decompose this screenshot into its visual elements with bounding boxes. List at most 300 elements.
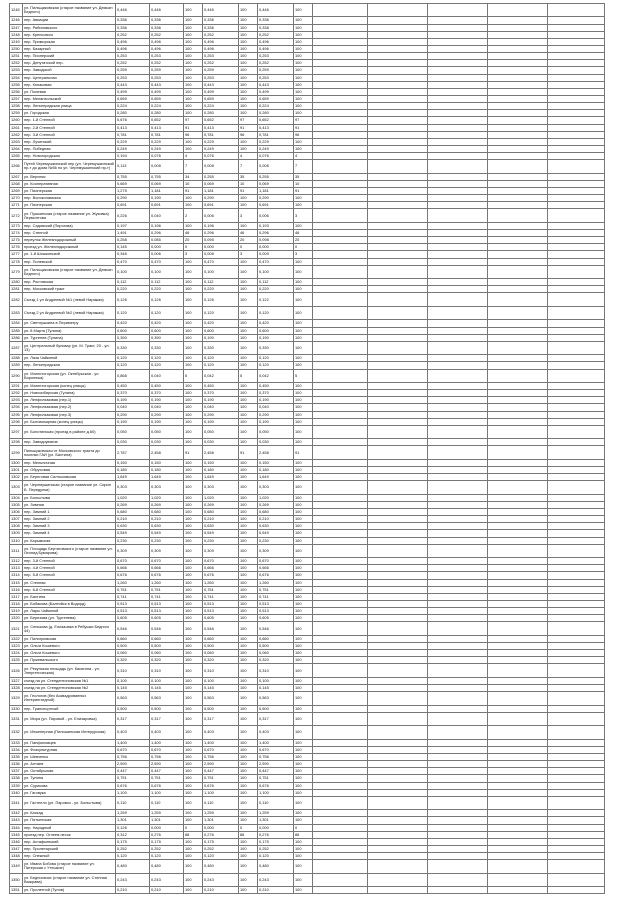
value-cell: 7 [184, 160, 203, 173]
row-number-cell: 1273 [10, 222, 23, 229]
value-cell: 0,513 [116, 608, 150, 615]
value-cell: 100 [294, 411, 313, 418]
value-cell: 0,499 [203, 88, 239, 95]
value-cell [368, 530, 428, 537]
value-cell: 100 [239, 509, 258, 516]
row-number-cell: 1245 [10, 4, 23, 17]
value-cell: 0,224 [116, 103, 150, 110]
value-cell: 0,741 [258, 593, 294, 600]
value-cell: 100 [294, 425, 313, 438]
street-name-cell: ул. 8 Марта (Тулина) [23, 327, 116, 334]
value-cell [313, 860, 368, 873]
table-row [10, 705, 605, 712]
value-cell [488, 265, 548, 278]
value-cell: 0,480 [203, 860, 239, 873]
value-cell [488, 404, 548, 411]
value-cell: 0,470 [150, 258, 184, 265]
value-cell: 100 [239, 537, 258, 544]
value-cell: 100 [239, 397, 258, 404]
table-row [10, 160, 605, 173]
table-row [10, 265, 605, 278]
value-cell: 0,196 [150, 222, 184, 229]
row-number-cell: 1334 [10, 746, 23, 753]
value-cell [548, 38, 605, 45]
value-cell: 0,755 [150, 173, 184, 180]
value-cell: 0,120 [203, 306, 239, 319]
value-cell [428, 838, 488, 845]
value-cell [548, 244, 605, 251]
value-cell: 88 [239, 831, 258, 838]
value-cell: 0,040 [203, 404, 239, 411]
value-cell [548, 726, 605, 739]
value-cell: 100 [184, 782, 203, 789]
table-row [10, 320, 605, 327]
value-cell: 46 [294, 230, 313, 237]
value-cell: 100 [184, 775, 203, 782]
street-name-cell: Путей Черемушкинский пер (ул. Черемушкинский пр-т до дома №56 по ул. Черемушкинский пр-т) [23, 160, 116, 173]
value-cell: 100 [184, 494, 203, 501]
value-cell: 100 [184, 558, 203, 565]
row-number-cell: 1327 [10, 677, 23, 684]
value-cell: 100 [239, 635, 258, 642]
value-cell [313, 853, 368, 860]
value-cell: 0,224 [258, 103, 294, 110]
value-cell: 100 [294, 739, 313, 746]
value-cell: 100 [294, 418, 313, 425]
row-number-cell: 1342 [10, 810, 23, 817]
value-cell [368, 258, 428, 265]
value-cell: 0,253 [203, 53, 239, 60]
value-cell [313, 117, 368, 124]
value-cell [313, 516, 368, 523]
value-cell: 0,413 [258, 124, 294, 131]
value-cell [368, 635, 428, 642]
value-cell: 0,309 [116, 544, 150, 557]
value-cell [428, 180, 488, 187]
table-row [10, 579, 605, 586]
value-cell: 0,255 [258, 173, 294, 180]
street-name-cell: ул. Полевая [23, 88, 116, 95]
value-cell [313, 382, 368, 389]
table-row [10, 103, 605, 110]
value-cell: 10 [239, 180, 258, 187]
value-cell: 0,680 [203, 509, 239, 516]
value-cell: 88 [184, 831, 203, 838]
value-cell [428, 685, 488, 692]
street-name-cell: ул. Пятьенская [23, 817, 116, 824]
value-cell: 100 [184, 838, 203, 845]
value-cell: 0,229 [150, 138, 184, 145]
value-cell: 91 [239, 124, 258, 131]
value-cell: 0,660 [150, 635, 184, 642]
value-cell: 0,249 [116, 145, 150, 152]
value-cell: 100 [239, 286, 258, 293]
value-cell [548, 608, 605, 615]
street-name-cell: съезд на ул. Стендентоновская №2 [23, 685, 116, 692]
value-cell: 100 [294, 17, 313, 24]
value-cell: 100 [239, 265, 258, 278]
table-body [10, 4, 605, 894]
value-cell [313, 615, 368, 622]
value-cell [313, 530, 368, 537]
value-cell [368, 796, 428, 809]
value-cell: 0,150 [203, 459, 239, 466]
value-cell: 0,253 [203, 74, 239, 81]
street-name-cell: ул. Сенькова (д. Елизаовка в Ребушки Бедного 44) [23, 622, 116, 635]
value-cell: 0,310 [258, 664, 294, 677]
value-cell [428, 615, 488, 622]
value-cell [428, 46, 488, 53]
value-cell: 0,670 [203, 558, 239, 565]
value-cell [428, 677, 488, 684]
value-cell: 100 [184, 265, 203, 278]
value-cell: 0,446 [258, 4, 294, 17]
value-cell: 0,496 [258, 38, 294, 45]
value-cell: 100 [184, 96, 203, 103]
row-number-cell: 1255 [10, 81, 23, 88]
street-name-cell: пер. 1-й Степной [23, 117, 116, 124]
value-cell: 0,756 [203, 753, 239, 760]
street-name-cell: ул. Степная [23, 579, 116, 586]
value-cell: 100 [184, 845, 203, 852]
value-cell [368, 824, 428, 831]
value-cell: 0,252 [116, 31, 150, 38]
value-cell [428, 404, 488, 411]
value-cell [313, 293, 368, 306]
street-name-cell: пер. Транспортный [23, 705, 116, 712]
row-number-cell: 1248 [10, 31, 23, 38]
value-cell [313, 4, 368, 17]
table-row [10, 81, 605, 88]
street-name-cell: ул. Ивана Бобова (старое название ул. Питерская с Утешкое) [23, 860, 116, 873]
table-row [10, 286, 605, 293]
value-cell [428, 459, 488, 466]
value-cell: 100 [294, 622, 313, 635]
value-cell: 100 [294, 88, 313, 95]
value-cell: 0,666 [258, 565, 294, 572]
value-cell [488, 418, 548, 425]
value-cell: 4 [239, 153, 258, 160]
value-cell [428, 439, 488, 446]
value-cell: 100 [294, 657, 313, 664]
row-number-cell: 1315 [10, 579, 23, 586]
value-cell [488, 202, 548, 209]
value-cell [488, 153, 548, 160]
value-cell [488, 195, 548, 202]
value-cell [428, 579, 488, 586]
value-cell: 0,450 [150, 382, 184, 389]
value-cell: 0,190 [258, 334, 294, 341]
value-cell: 0,252 [150, 31, 184, 38]
value-cell [488, 796, 548, 809]
value-cell: 0,563 [116, 692, 150, 705]
value-cell: 0,420 [150, 320, 184, 327]
value-cell: 100 [294, 509, 313, 516]
value-cell: 0,781 [116, 131, 150, 138]
value-cell [313, 96, 368, 103]
value-cell [368, 739, 428, 746]
value-cell: 100 [184, 887, 203, 894]
value-cell [548, 650, 605, 657]
value-cell: 0,253 [116, 74, 150, 81]
value-cell: 1,181 [258, 188, 294, 195]
value-cell: 100 [184, 279, 203, 286]
value-cell: 100 [184, 712, 203, 725]
street-name-cell: пер. Ленинградская [23, 362, 116, 369]
table-row [10, 397, 605, 404]
value-cell [548, 230, 605, 237]
value-cell: 0,652 [150, 117, 184, 124]
value-cell [313, 237, 368, 244]
row-number-cell: 1299 [10, 446, 23, 459]
value-cell [428, 244, 488, 251]
value-cell: 100 [239, 664, 258, 677]
value-cell: 0,336 [203, 17, 239, 24]
value-cell: 0,040 [258, 404, 294, 411]
value-cell [313, 831, 368, 838]
table-row [10, 355, 605, 362]
value-cell [488, 251, 548, 258]
value-cell [548, 635, 605, 642]
street-name-cell: ул. Бедносвоих (старое название ул. Степная Выжрава) [23, 873, 116, 886]
value-cell [548, 481, 605, 494]
value-cell: 100 [184, 537, 203, 544]
value-cell: 0,303 [116, 481, 150, 494]
value-cell: 100 [294, 817, 313, 824]
street-name-cell: ул. Ольги Кошевого [23, 650, 116, 657]
value-cell: 100 [184, 692, 203, 705]
value-cell: 0,120 [203, 362, 239, 369]
value-cell [548, 810, 605, 817]
value-cell [428, 746, 488, 753]
value-cell [428, 601, 488, 608]
value-cell [488, 494, 548, 501]
value-cell: 0,676 [150, 782, 184, 789]
value-cell: 20 [184, 237, 203, 244]
value-cell [368, 4, 428, 17]
value-cell [548, 593, 605, 600]
value-cell [428, 789, 488, 796]
value-cell: 100 [184, 677, 203, 684]
value-cell: 0,280 [116, 110, 150, 117]
value-cell: 100 [184, 60, 203, 67]
value-cell [428, 657, 488, 664]
value-cell: 100 [239, 873, 258, 886]
value-cell [368, 782, 428, 789]
street-name-cell: ул. Светлушкина в Периметру [23, 320, 116, 327]
value-cell: 0,600 [203, 327, 239, 334]
value-cell [548, 439, 605, 446]
row-number-cell: 1294 [10, 404, 23, 411]
value-cell: 0,403 [116, 726, 150, 739]
value-cell [488, 17, 548, 24]
value-cell: 100 [239, 586, 258, 593]
value-cell: 0,190 [203, 418, 239, 425]
value-cell: 100 [184, 586, 203, 593]
value-cell: 100 [239, 38, 258, 45]
value-cell: 1,491 [116, 230, 150, 237]
value-cell: 1,275 [116, 188, 150, 195]
value-cell: 100 [239, 775, 258, 782]
value-cell: 0,513 [116, 601, 150, 608]
value-cell: 1,260 [203, 579, 239, 586]
value-cell [548, 4, 605, 17]
value-cell: 100 [294, 53, 313, 60]
row-number-cell: 1286 [10, 334, 23, 341]
value-cell: 0,500 [116, 643, 150, 650]
value-cell: 100 [294, 138, 313, 145]
value-cell: 0,190 [203, 334, 239, 341]
value-cell: 0,751 [258, 775, 294, 782]
value-cell [428, 761, 488, 768]
value-cell [548, 31, 605, 38]
value-cell [428, 608, 488, 615]
value-cell [313, 761, 368, 768]
value-cell [488, 38, 548, 45]
value-cell: 100 [239, 222, 258, 229]
value-cell: 0,224 [203, 103, 239, 110]
value-cell: 100 [294, 202, 313, 209]
value-cell [488, 887, 548, 894]
value-cell [488, 530, 548, 537]
table-row [10, 824, 605, 831]
value-cell: 0 [294, 244, 313, 251]
street-name-cell: пер. Пролетарский [23, 845, 116, 852]
value-cell [368, 222, 428, 229]
value-cell: 0,220 [203, 286, 239, 293]
value-cell: 0,330 [203, 341, 239, 354]
value-cell: 0,755 [116, 173, 150, 180]
value-cell: 3 [294, 209, 313, 222]
value-cell: 100 [294, 474, 313, 481]
value-cell: 0,443 [258, 81, 294, 88]
value-cell: 100 [184, 46, 203, 53]
value-cell: 0,549 [203, 530, 239, 537]
value-cell [313, 411, 368, 418]
value-cell [428, 425, 488, 438]
value-cell: 100 [239, 544, 258, 557]
value-cell: 100 [294, 860, 313, 873]
value-cell: 0,193 [258, 222, 294, 229]
value-cell [548, 558, 605, 565]
value-cell: 0,513 [258, 608, 294, 615]
value-cell: 0,290 [258, 411, 294, 418]
street-name-cell: ул. Ольги Кошевого [23, 643, 116, 650]
value-cell: 100 [239, 593, 258, 600]
value-cell [313, 244, 368, 251]
value-cell [548, 96, 605, 103]
value-cell: 0,659 [150, 96, 184, 103]
value-cell [313, 544, 368, 557]
value-cell: 0,197 [116, 222, 150, 229]
table-row [10, 38, 605, 45]
value-cell: 100 [239, 334, 258, 341]
value-cell [313, 810, 368, 817]
value-cell: 0,008 [150, 160, 184, 173]
value-cell [368, 46, 428, 53]
value-cell [313, 31, 368, 38]
value-cell [548, 46, 605, 53]
value-cell [428, 96, 488, 103]
value-cell: 100 [184, 459, 203, 466]
value-cell: 0,030 [150, 439, 184, 446]
value-cell: 91 [184, 124, 203, 131]
value-cell: 0,259 [258, 67, 294, 74]
value-cell [313, 362, 368, 369]
value-cell [548, 237, 605, 244]
value-cell [313, 601, 368, 608]
value-cell: 0,120 [150, 306, 184, 319]
value-cell: 100 [294, 572, 313, 579]
street-name-cell: ул. Пильщиковская (старое название ул. Демьян Бедного) [23, 4, 116, 17]
value-cell: 100 [184, 768, 203, 775]
value-cell [428, 24, 488, 31]
value-cell: 100 [294, 558, 313, 565]
value-cell [313, 650, 368, 657]
value-cell: 5 [184, 369, 203, 382]
value-cell: 100 [294, 853, 313, 860]
row-number-cell: 1281 [10, 286, 23, 293]
value-cell [548, 516, 605, 523]
value-cell [488, 726, 548, 739]
value-cell: 100 [294, 692, 313, 705]
table-row [10, 110, 605, 117]
street-name-cell: пер. Ленинградская улица [23, 103, 116, 110]
value-cell: 7 [294, 160, 313, 173]
value-cell [428, 53, 488, 60]
value-cell [488, 131, 548, 138]
value-cell [368, 664, 428, 677]
value-cell: 1,400 [150, 739, 184, 746]
value-cell [548, 222, 605, 229]
value-cell [548, 657, 605, 664]
value-cell [368, 509, 428, 516]
value-cell [548, 188, 605, 195]
value-cell [548, 390, 605, 397]
value-cell: 0,605 [258, 615, 294, 622]
value-cell [488, 474, 548, 481]
value-cell: 0,229 [258, 138, 294, 145]
value-cell: 0,781 [150, 131, 184, 138]
table-row [10, 96, 605, 103]
value-cell: 0,122 [258, 293, 294, 306]
row-number-cell: 1305 [10, 501, 23, 508]
value-cell [313, 195, 368, 202]
value-cell: 100 [294, 753, 313, 760]
value-cell [488, 279, 548, 286]
value-cell [368, 362, 428, 369]
value-cell: 0,370 [116, 390, 150, 397]
value-cell [428, 860, 488, 873]
value-cell: 100 [294, 38, 313, 45]
value-cell: 100 [239, 88, 258, 95]
value-cell [368, 244, 428, 251]
value-cell: 96 [184, 131, 203, 138]
value-cell: 0,666 [150, 565, 184, 572]
value-cell: 91 [294, 446, 313, 459]
table-row [10, 501, 605, 508]
value-cell: 0,100 [150, 677, 184, 684]
value-cell: 0,060 [258, 650, 294, 657]
value-cell: 100 [294, 81, 313, 88]
value-cell [428, 650, 488, 657]
row-number-cell: 1303 [10, 481, 23, 494]
value-cell: 0,252 [258, 60, 294, 67]
value-cell: 0,249 [150, 145, 184, 152]
value-cell [313, 418, 368, 425]
value-cell [368, 251, 428, 258]
row-number-cell: 1246 [10, 17, 23, 24]
